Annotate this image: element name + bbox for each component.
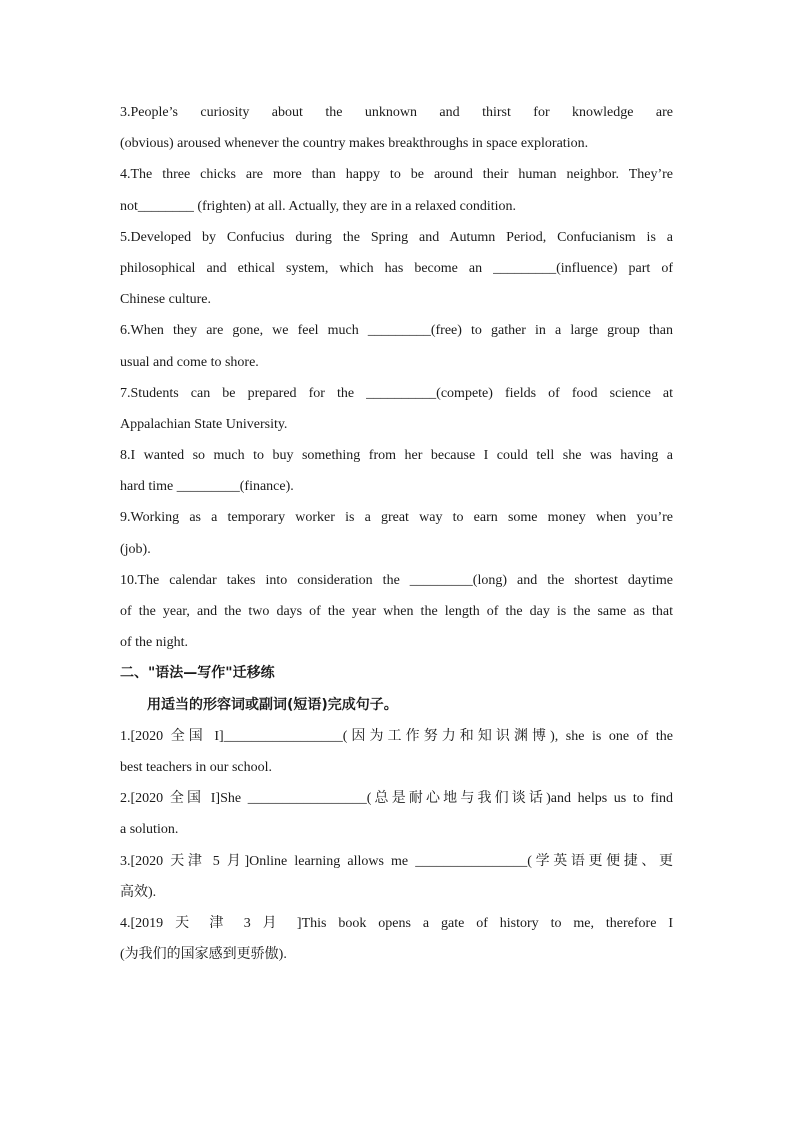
exercise-line: 7.Students can be prepared for the __________(compete) fields of food science at: [120, 385, 673, 401]
exercise-item: [120, 378, 673, 440]
exercise-line: 3.[2020 天津 5 月]Online learning allows me ________________(学英语更便捷、更: [120, 853, 673, 869]
exercise-line: 3.People’s curiosity about the unknown and thirst for knowledge are: [120, 105, 673, 120]
exercise-line: usual and come to shore.: [120, 354, 259, 370]
exercise-line: 6.When they are gone, we feel much _________(free) to gather in a large group than: [120, 323, 673, 339]
exercise-line: of the year, and the two days of the year when the length of the day is the same as that: [120, 604, 673, 619]
exercise-line: Chinese culture.: [120, 292, 211, 308]
exercise-line: (为我们的国家感到更骄傲).: [120, 947, 287, 963]
exercise-item: [120, 97, 673, 159]
exercise-line: 10.The calendar takes into consideration the _________(long) and the shortest daytime: [120, 572, 673, 588]
exercise-line: 2.[2020 全国 I]She _________________(总是耐心地与我们谈话)and helps us to find: [120, 791, 673, 807]
exercise-item: [120, 222, 673, 316]
exercise-item: [120, 908, 673, 970]
exercise-line: 9.Working as a temporary worker is a great way to earn some money when you’re: [120, 510, 673, 526]
exercise-item: [120, 440, 673, 502]
exercise-item: [120, 846, 673, 908]
exercise-line: a solution.: [120, 822, 179, 838]
exercise-line: best teachers in our school.: [120, 759, 273, 775]
exercise-line: (obvious) aroused whenever the country makes breakthroughs in space exploration.: [120, 136, 589, 152]
exercise-line: (job).: [120, 541, 151, 557]
exercise-item: [120, 721, 673, 783]
exercise-line: of the night.: [120, 635, 189, 651]
exercise-line: 高效).: [120, 884, 157, 900]
exercise-line: not________ (frighten) at all. Actually, they are in a relaxed condition.: [120, 198, 517, 214]
section-instruction: 用适当的形容词或副词(短语)完成句子。: [147, 696, 398, 713]
exercise-item: [120, 159, 673, 221]
exercise-line: hard time _________(finance).: [120, 479, 294, 495]
exercise-item: [120, 565, 673, 659]
exercise-item: [120, 783, 673, 845]
exercise-item: [120, 315, 673, 377]
exercise-list-part2: [120, 721, 673, 971]
exercise-line: 1.[2020 全国 I]_________________(因为工作努力和知识渊博), she is one of the: [120, 728, 673, 744]
exercise-line: 5.Developed by Confucius during the Spring and Autumn Period, Confucianism is a: [120, 229, 673, 245]
exercise-line: 4.[2019 天 津 3 月 ]This book opens a gate of history to me, therefore I: [120, 915, 673, 931]
exercise-line: philosophical and ethical system, which has become an _________(influence) part of: [120, 260, 673, 276]
exercise-line: 8.I wanted so much to buy something from her because I could tell she was having a: [120, 448, 673, 464]
exercise-list-part1: [120, 97, 673, 658]
worksheet-page: [120, 97, 673, 970]
exercise-item: [120, 502, 673, 564]
exercise-line: Appalachian State University.: [120, 416, 288, 432]
exercise-line: 4.The three chicks are more than happy to be around their human neighbor. They’re: [120, 167, 673, 183]
section-title: 二、"语法—写作"迁移练: [120, 665, 275, 682]
